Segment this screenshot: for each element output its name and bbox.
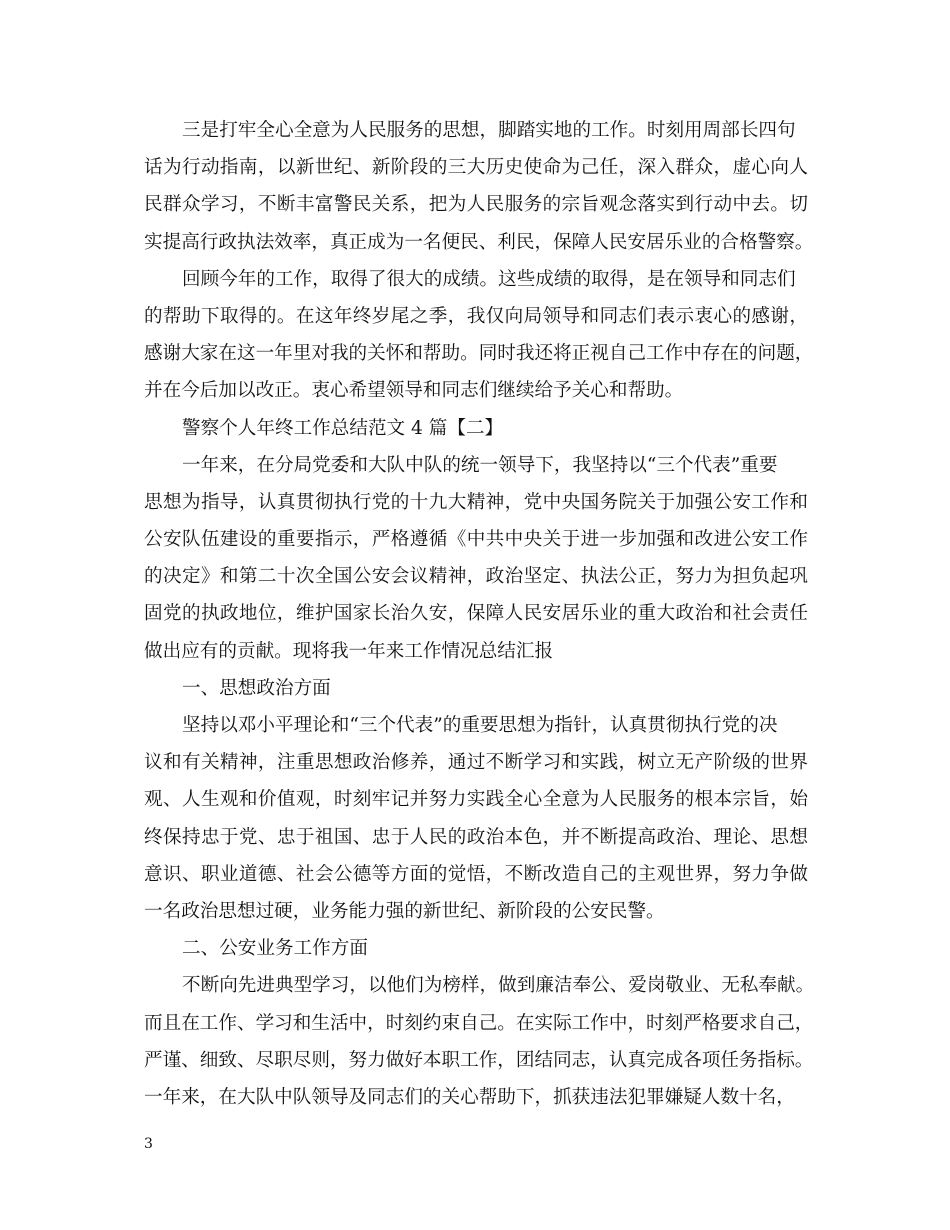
- text-line: 并在今后加以改正。衷心希望领导和同志们继续给予关心和帮助。: [144, 380, 684, 402]
- text-line: 观、人生观和价值观，时刻牢记并努力实践全心全意为人民服务的根本宗旨，始: [144, 789, 808, 811]
- section-heading: 警察个人年终工作总结范文 4 篇【二】: [182, 417, 504, 439]
- text-line: 意识、职业道德、社会公德等方面的觉悟，不断改造自己的主观世界，努力争做: [144, 863, 808, 885]
- text-line: 终保持忠于党、忠于祖国、忠于人民的政治本色，并不断提高政治、理论、思想: [144, 826, 808, 848]
- text-line: 坚持以邓小平理论和“三个代表”的重要思想为指针，认真贯彻执行党的决: [182, 715, 778, 736]
- page-number: 3: [144, 1136, 153, 1152]
- text-line: 一年来，在大队中队领导及同志们的关心帮助下，抓获违法犯罪嫌疑人数十名，: [144, 1086, 795, 1108]
- text-line: 固党的执政地位，维护国家长治久安，保障人民安居乐业的重大政治和社会责任: [144, 603, 808, 625]
- text-line: 议和有关精神，注重思想政治修养，通过不断学习和实践，树立无产阶级的世界: [144, 752, 808, 774]
- text-line: 而且在工作、学习和生活中，时刻约束自己。在实际工作中，时刻严格要求自己，: [144, 1012, 814, 1034]
- text-line: 思想为指导，认真贯彻执行党的十九大精神，党中央国务院关于加强公安工作和: [144, 491, 808, 513]
- text-line: 话为行动指南，以新世纪、新阶段的三大历史使命为己任，深入群众，虚心向人: [144, 157, 808, 179]
- text-line: 一年来，在分局党委和大队中队的统一领导下，我坚持以“三个代表”重要: [182, 454, 778, 476]
- text-line: 实提高行政执法效率，真正成为一名便民、利民，保障人民安居乐业的合格警察。: [144, 231, 814, 253]
- text-line: 三是打牢全心全意为人民服务的思想，脚踏实地的工作。时刻用周部长四句: [182, 120, 796, 141]
- text-line: 不断向先进典型学习，以他们为榜样，做到廉洁奉公、爱岗敬业、无私奉献。: [182, 975, 815, 997]
- text-line: 做出应有的贡献。现将我一年来工作情况总结汇报: [144, 640, 554, 662]
- section-heading: 二、公安业务工作方面: [182, 938, 368, 960]
- document-body: [144, 112, 815, 1116]
- text-line: 一名政治思想过硬，业务能力强的新世纪、新阶段的公安民警。: [144, 900, 665, 922]
- text-line: 民群众学习，不断丰富警民关系，把为人民服务的宗旨观念落实到行动中去。切: [144, 194, 808, 216]
- text-line: 严谨、细致、尽职尽则，努力做好本职工作，团结同志，认真完成各项任务指标。: [144, 1049, 814, 1071]
- text-line: 公安队伍建设的重要指示，严格遵循《中共中央关于进一步加强和改进公安工作: [144, 529, 808, 551]
- text-line: 回顾今年的工作，取得了很大的成绩。这些成绩的取得，是在领导和同志们: [182, 268, 796, 290]
- text-line: 的决定》和第二十次全国公安会议精神，政治坚定、执法公正，努力为担负起巩: [144, 566, 808, 588]
- text-line: 的帮助下取得的。在这年终岁尾之季，我仅向局领导和同志们表示衷心的感谢，: [144, 305, 808, 327]
- section-heading: 一、思想政治方面: [182, 677, 331, 699]
- text-line: 感谢大家在这一年里对我的关怀和帮助。同时我还将正视自己工作中存在的问题，: [144, 343, 814, 365]
